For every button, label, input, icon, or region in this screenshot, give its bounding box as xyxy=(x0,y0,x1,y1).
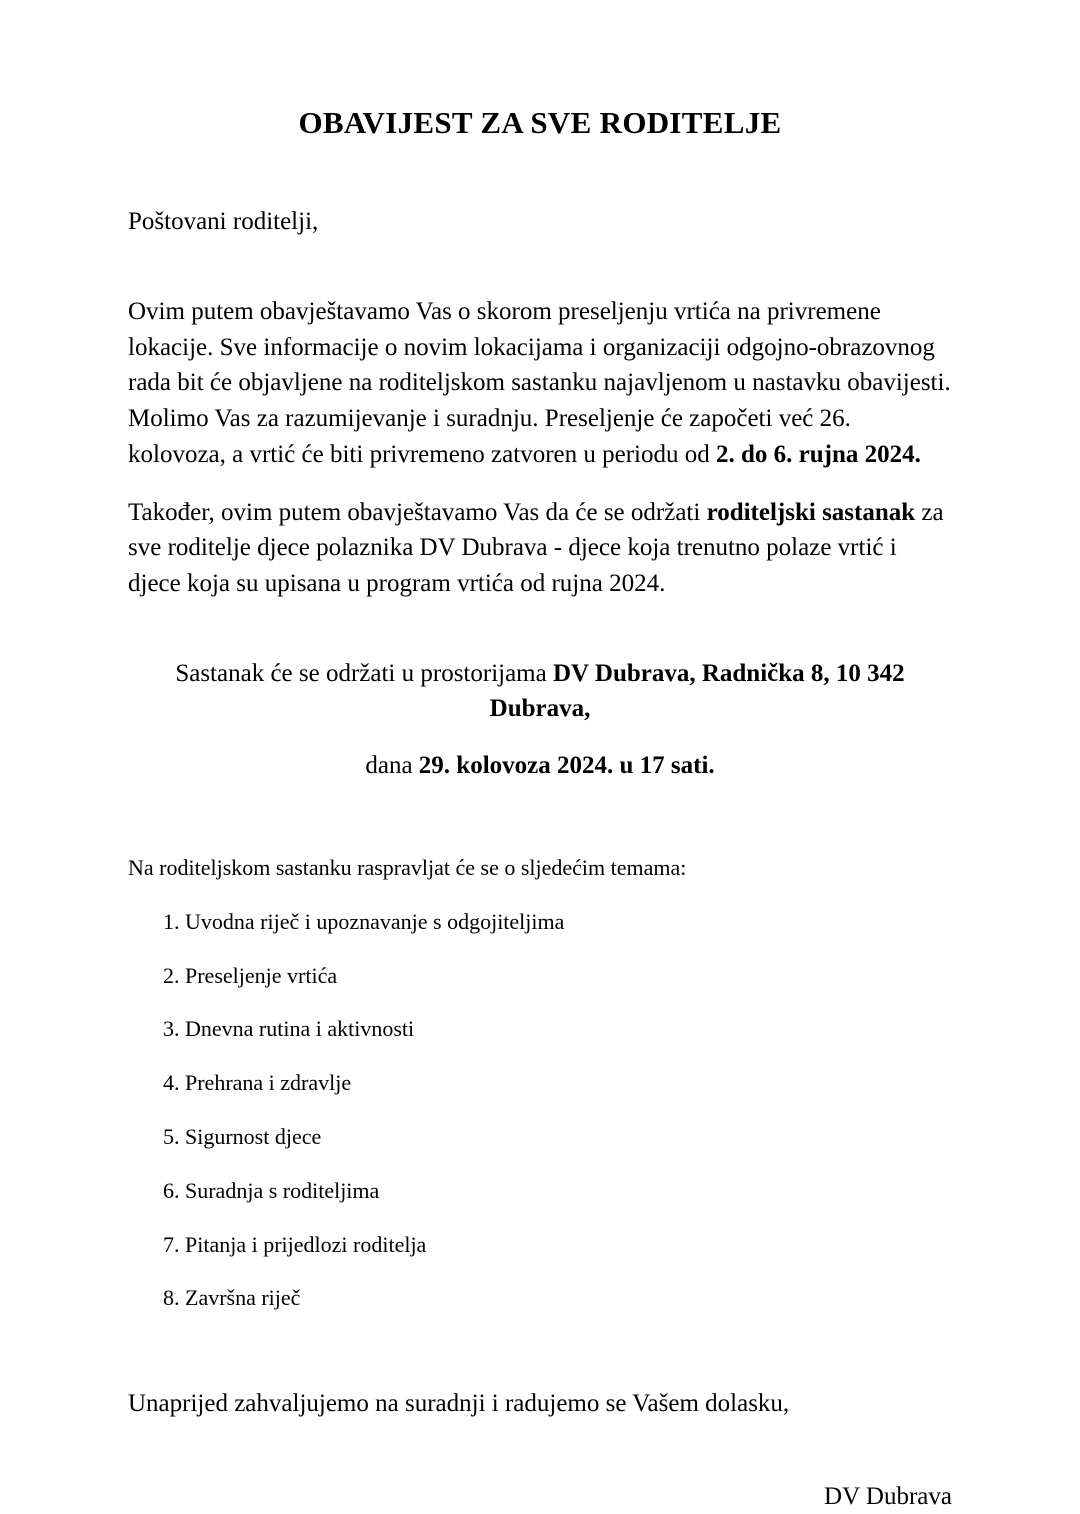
list-item-label: Preseljenje vrtića xyxy=(185,962,338,988)
list-item-number: 2. xyxy=(163,962,180,988)
list-item-label: Prehrana i zdravlje xyxy=(185,1070,352,1096)
meeting-datetime-lead: dana xyxy=(365,751,419,779)
list-item-label: Uvodna riječ i upoznavanje s odgojiteljima xyxy=(185,908,565,934)
list-item xyxy=(128,1176,952,1207)
list-item-number: 6. xyxy=(163,1177,180,1203)
list-item-number: 5. xyxy=(163,1123,180,1149)
salutation-text: Poštovani roditelji, xyxy=(128,208,319,236)
list-item-label: Završna riječ xyxy=(185,1285,301,1311)
list-item-number: 8. xyxy=(163,1285,180,1311)
meeting-details-block xyxy=(128,602,952,783)
meeting-location-line xyxy=(128,656,952,726)
list-item xyxy=(128,1068,952,1099)
closing-text: Unaprijed zahvaljujemo na suradnji i radujemo se Vašem dolasku, xyxy=(128,1390,790,1418)
agenda-list xyxy=(128,907,952,1314)
list-item-label: Pitanja i prijedlozi roditelja xyxy=(185,1231,427,1257)
paragraph-relocation xyxy=(128,239,952,473)
signature-text: DV Dubrava xyxy=(824,1483,952,1511)
list-item xyxy=(128,961,952,992)
list-item-number: 3. xyxy=(163,1016,180,1042)
paragraph-relocation-lead: Ovim putem obavještavamo Vas o skorom preseljenju vrtića na privremene lokacije. Sve informacije o novim lokacijama i organizaciji odgojno-obrazovnog rada bit će objavljene na roditeljskom sastanku najavljenom u nastavku obavijesti. Molimo Vas za razumijevanje i suradnju. Preseljenje će započeti već 26. kolovoza, a vrtić će biti privremeno zatvoren u periodu od xyxy=(128,297,951,468)
list-item-number: 1. xyxy=(163,908,180,934)
paragraph-parent-meeting xyxy=(128,473,952,602)
paragraph-parent-meeting-highlight: roditeljski sastanak xyxy=(706,498,916,526)
meeting-location-address: DV Dubrava, Radnička 8, 10 342 Dubrava, xyxy=(489,659,905,722)
list-item-label: Dnevna rutina i aktivnosti xyxy=(185,1016,415,1042)
page-title: OBAVIJEST ZA SVE RODITELJE xyxy=(298,105,782,140)
list-item xyxy=(128,1283,952,1314)
list-item xyxy=(128,1014,952,1045)
paragraph-relocation-closure-dates: 2. do 6. rujna 2024. xyxy=(716,440,921,468)
list-item xyxy=(128,1122,952,1153)
list-item xyxy=(128,907,952,938)
list-item-number: 4. xyxy=(163,1070,180,1096)
list-item xyxy=(128,1230,952,1261)
agenda-intro-text: Na roditeljskom sastanku raspravljat će se o sljedećim temama: xyxy=(128,854,687,880)
meeting-datetime-value: 29. kolovoza 2024. u 17 sati. xyxy=(418,751,715,779)
paragraph-parent-meeting-tail: za sve roditelje djece polaznika DV Dubrava - djece koja trenutno polaze vrtić i djece koja su upisana u program vrtića od rujna 2024. xyxy=(128,498,944,598)
meeting-datetime-line xyxy=(128,726,952,783)
list-item-number: 7. xyxy=(163,1231,180,1257)
meeting-location-lead: Sastanak će se održati u prostorijama xyxy=(175,659,553,687)
paragraph-parent-meeting-lead: Također, ovim putem obavještavamo Vas da će se održati xyxy=(128,498,707,526)
list-item-label: Suradnja s roditeljima xyxy=(185,1177,380,1203)
list-item-label: Sigurnost djece xyxy=(185,1123,322,1149)
